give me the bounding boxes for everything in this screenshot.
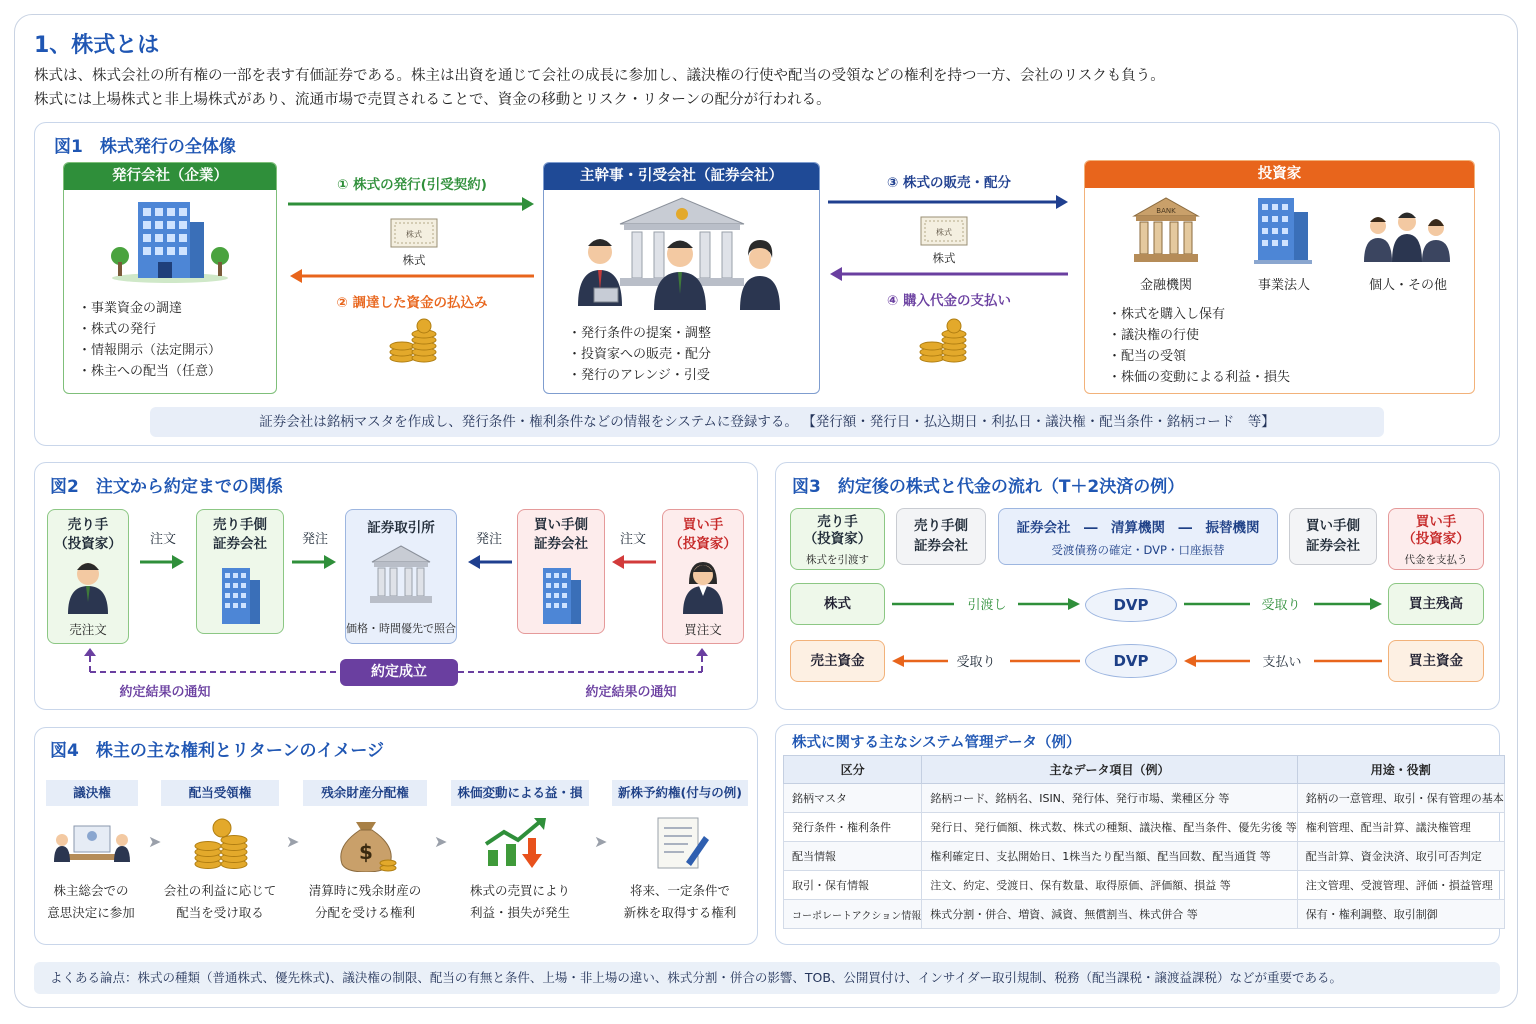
left-arrow-icon [828,264,1070,284]
stock-chart-icon [484,816,554,870]
fig3-title: 図3 約定後の株式と代金の流れ（T＋2決済の例） [792,477,1185,497]
right-title-warrant: 新株予約権(付与の例) [612,780,748,806]
fig3-row1-right: 買主残高 [1388,583,1484,625]
document-pen-icon [652,814,712,870]
stock-label-left: 株式 [402,253,426,267]
fig3-buyer-name: 買い手 （投資家） [1402,514,1470,547]
underwriter-header: 主幹事・引受会社（証券会社） [544,163,819,190]
left-arrow-icon [466,552,512,572]
fig2-notify-right: 約定結果の通知 [585,685,677,700]
fig3-row1-l1: 引渡し [967,598,1007,613]
arrow1-label: ① 株式の発行(引受契約) [337,177,487,193]
chevron-right-icon: ➤ [594,832,608,851]
residual-desc-2: 分配を受ける権利 [314,905,415,920]
fig3-row2-l1: 受取り [956,655,996,670]
fig3-buyer-broker-name: 買い手側 証券会社 [1306,518,1360,554]
table-cell-purpose: 保有・権利調整、取引制御 [1297,900,1504,929]
warrant-desc-2: 新株を取得する権利 [623,905,737,920]
fig3-row1-dvp: DVP [1085,588,1177,622]
table-cell-items: 銘柄コード、銘柄名、ISIN、発行体、発行市場、業種区分 等 [922,784,1298,813]
issuer-header: 発行会社（企業） [64,163,276,190]
arrow3-label: ③ 株式の販売・配分 [886,175,1012,191]
page-title: 1、株式とは [34,33,160,58]
people-group-icon [1362,208,1452,264]
fig2-order3-label: 発注 [475,532,502,547]
intro-line-1: 株式は、株式会社の所有権の一部を表す有価証券である。株主は出資を通じて会社の成長に参加し、議決権の行使や配当の受領などの権利を持つ一方、会社のリスクも負う。 [34,68,1165,84]
intro-line-2: 株式には上場株式と非上場株式があり、流通市場で売買されることで、資金の移動とリスク・リターンの配分が行われる。 [34,92,831,108]
table-cell-purpose: 銘柄の一意管理、取引・保有管理の基本 [1297,784,1504,813]
chevron-right-icon: ➤ [286,832,300,851]
investor-header: 投資家 [1085,161,1474,188]
chevron-right-icon: ➤ [148,832,162,851]
fig3-center-sub: 受渡債務の確定・DVP・口座振替 [1051,543,1225,557]
issuer-bullet-1: ・事業資金の調達 [78,301,183,316]
right-title-price: 株価変動による益・損 [451,780,589,806]
right-arrow-icon [828,192,1070,212]
fig3-row2-l2: 支払い [1262,655,1302,670]
table-row [784,784,1505,813]
table-header-items: 主なデータ項目（例） [922,756,1298,784]
office-building-icon [216,566,266,626]
fig2-buyer-name: 買い手 （投資家） [669,517,737,552]
fig2-seller-broker-name: 売り手側 証券会社 [213,517,267,552]
bank-sign-text: BANK [1156,207,1176,215]
underwriter-bullet-3: ・発行のアレンジ・引受 [568,368,710,383]
issuer-bullet-2: ・株式の発行 [78,322,157,337]
table-cell-items: 株式分割・併合、増資、減資、無償割当、株式併合 等 [922,900,1298,929]
table-cell-items: 発行日、発行価額、株式数、株式の種類、議決権、配当条件、優先劣後 等 [922,813,1298,842]
voting-desc-2: 意思決定に参加 [47,905,135,920]
bank-with-bankers-icon [570,194,792,312]
left-arrow-icon [610,552,656,572]
fig3-row1-left: 株式 [790,583,885,625]
fig2-exchange-name: 証券取引所 [367,520,435,536]
svg-text:$: $ [359,840,373,864]
underwriter-bullet-1: ・発行条件の提案・調整 [568,326,712,341]
fig3-center-name: 証券会社 ― 清算機関 ― 振替機関 [1016,520,1260,536]
fig2-matched-badge: 約定成立 [340,659,458,686]
stock-certificate-text: 株式 [936,228,952,237]
fig3-buyer-sub: 代金を支払う [1404,554,1468,566]
price-desc-1: 株式の売買により [469,883,570,898]
price-desc-2: 利益・損失が発生 [469,905,570,920]
investor-type-1: 金融機関 [1139,278,1192,293]
table-cell-category: 銘柄マスタ [784,784,922,813]
dividend-desc-1: 会社の利益に応じて [163,883,277,898]
investor-bullet-1: ・株式を購入し保有 [1108,307,1226,322]
warrant-desc-1: 将来、一定条件で [629,883,730,898]
investor-bullet-3: ・配当の受領 [1108,349,1187,364]
right-title-voting: 議決権 [46,780,138,806]
fig2-exchange-sub: 価格・時間優先で照合 [346,622,456,635]
table-row [784,871,1505,900]
arrow4-label: ④ 購入代金の支払い [886,293,1012,309]
table-cell-items: 権利確定日、支払開始日、1株当たり配当額、配当回数、配当通貨 等 [922,842,1298,871]
fig3-row1-l2: 受取り [1261,598,1301,613]
fig3-seller-broker-name: 売り手側 証券会社 [914,518,968,554]
right-title-residual: 残余財産分配権 [303,780,427,806]
fig2-order2-label: 発注 [301,532,328,547]
right-arrow-icon [140,552,186,572]
fig2-order1-label: 注文 [149,532,176,547]
table-cell-category: コーポレートアクション情報 [784,900,922,929]
exchange-building-icon [368,544,434,606]
table-header-category: 区分 [784,756,922,784]
issuer-bullet-3: ・情報開示（法定開示） [78,343,222,358]
stock-certificate-text: 株式 [406,230,422,239]
money-bag-icon [334,812,398,872]
businessman-icon [66,558,110,614]
fig1-title: 図1 株式発行の全体像 [54,137,236,157]
bank-icon [1130,196,1202,266]
fig2-order4-label: 注文 [619,532,646,547]
stock-certificate-icon [390,218,438,248]
fig3-row2-dvp: DVP [1085,644,1177,678]
fig2-buyer-broker-name: 買い手側 証券会社 [534,517,588,552]
investor-type-3: 個人・その他 [1368,278,1447,293]
fig3-seller-sub: 株式を引渡す [806,554,869,566]
investor-type-2: 事業法人 [1257,278,1310,293]
stock-certificate-icon [920,216,968,246]
left-arrow-icon [288,266,536,286]
fig3-row2-left: 売主資金 [790,640,885,682]
investor-bullet-2: ・議決権の行使 [1108,328,1200,343]
coins-icon [918,318,970,364]
table-cell-purpose: 注文管理、受渡管理、評価・損益管理 [1297,871,1504,900]
underwriter-bullet-2: ・投資家への販売・配分 [568,347,712,362]
office-building-icon [537,566,587,626]
right-title-dividend: 配当受領権 [161,780,279,806]
arrow2-label: ② 調達した資金の払込み [336,295,488,311]
fig2-notify-left: 約定結果の通知 [119,685,211,700]
fig2-seller-sub: 売注文 [69,622,107,637]
fig3-row2-right: 買主資金 [1388,640,1484,682]
fig4-title: 図4 株主の主な権利とリターンのイメージ [50,741,384,761]
table-cell-category: 発行条件・権利条件 [784,813,922,842]
businesswoman-icon [681,558,725,614]
dividend-desc-2: 配当を受け取る [176,905,264,920]
table-header-purpose: 用途・役割 [1297,756,1504,784]
fig2-title: 図2 注文から約定までの関係 [50,477,283,497]
table-row [784,813,1505,842]
footer-note: よくある論点：株式の種類（普通株式、優先株式)、議決権の制限、配当の有無と条件、上場・非上場の違い、株式分割・併合の影響、TOB、公開買付け、インサイダー取引規制、税務（配当課税・譲渡益課税）などが重要である。 [34,962,1500,994]
voting-desc-1: 株主総会での [53,883,129,898]
stock-label-right: 株式 [932,251,956,265]
office-building-icon [108,194,232,284]
fig2-seller-name: 売り手 （投資家） [54,517,122,552]
fig3-seller-name: 売り手 （投資家） [803,514,872,547]
coins-icon [192,816,252,870]
investor-bullet-4: ・株価の変動による利益・損失 [1108,370,1291,385]
fig2-buyer-sub: 買注文 [684,622,722,637]
table-row [784,900,1505,929]
issuer-bullet-4: ・株主への配当（任意） [78,364,222,379]
table-cell-purpose: 権利管理、配当計算、議決権管理 [1297,813,1504,842]
coins-icon [388,318,440,364]
chevron-right-icon: ➤ [434,832,448,851]
office-building-icon [1250,194,1316,266]
table-cell-items: 注文、約定、受渡日、保有数量、取得原価、評価額、損益 等 [922,871,1298,900]
table-row [784,842,1505,871]
table-cell-category: 取引・保有情報 [784,871,922,900]
right-arrow-icon [292,552,338,572]
right-arrow-icon [288,194,536,214]
meeting-icon [52,822,132,868]
residual-desc-1: 清算時に残余財産の [308,883,422,898]
data-table [783,755,1505,929]
fig1-note: 証券会社は銘柄マスタを作成し、発行条件・権利条件などの情報をシステムに登録する。 【発行額・発行日・払込期日・利払日・議決権・配当条件・銘柄コード 等】 [150,407,1384,437]
table-cell-purpose: 配当計算、資金決済、取引可否判定 [1297,842,1504,871]
table-title: 株式に関する主なシステム管理データ（例） [792,735,1081,751]
table-cell-category: 配当情報 [784,842,922,871]
